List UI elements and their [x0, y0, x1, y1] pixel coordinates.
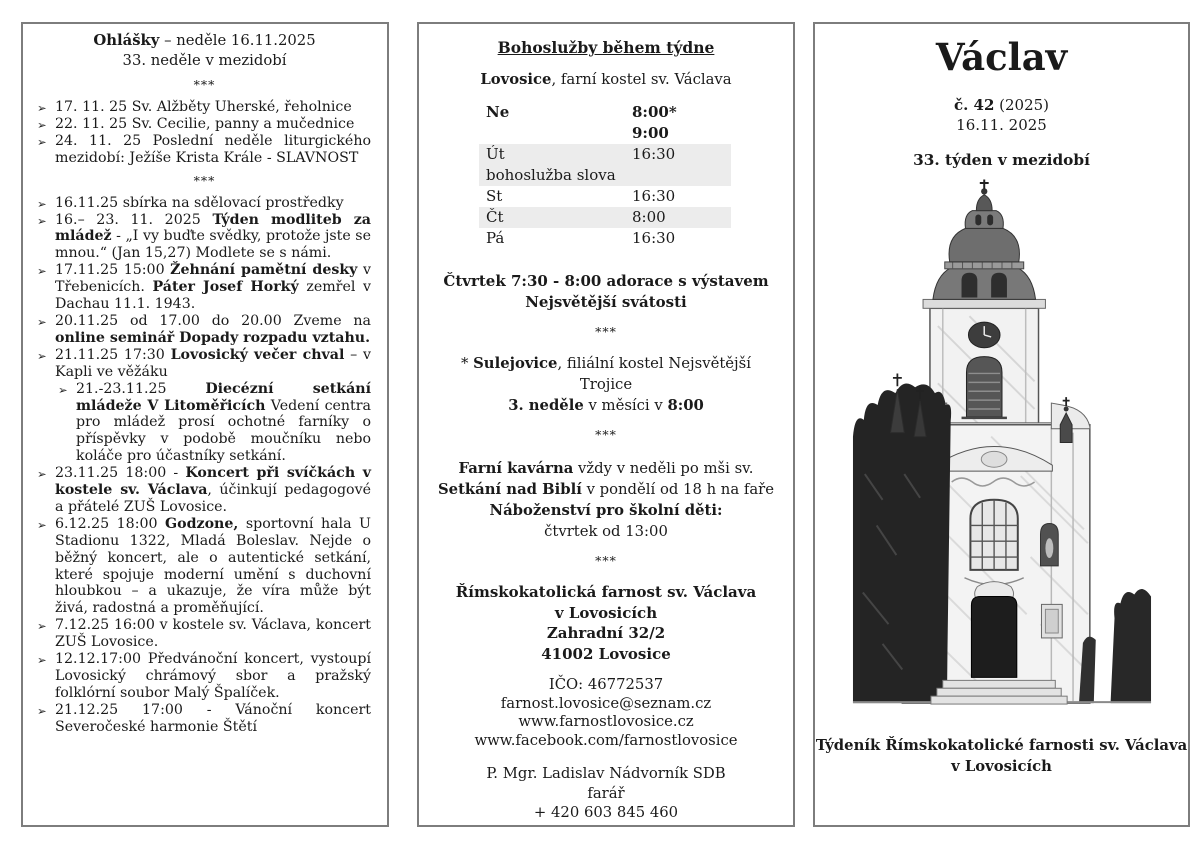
table-row [479, 123, 731, 144]
contact-line: www.farnostlovosice.cz [518, 713, 694, 730]
section-separator: *** [193, 77, 216, 92]
list-item [38, 313, 371, 347]
section-separator: *** [595, 553, 617, 568]
arrow-bullet-icon: ➢ [37, 348, 47, 363]
day-cell: St [486, 187, 503, 205]
arrow-bullet-icon: ➢ [37, 653, 47, 668]
section-separator: *** [595, 427, 617, 442]
masthead-panel [813, 22, 1190, 827]
day-note: bohoslužba slova [486, 166, 616, 184]
priest-line: + 420 603 845 460 [533, 804, 679, 821]
parish-address-block [435, 582, 777, 664]
events-list [38, 195, 371, 736]
sulejovice-note: * Sulejovice, filiální kostel Nejsvětější Trojice [461, 355, 751, 393]
services-panel [417, 22, 795, 827]
mass-schedule-table [479, 102, 731, 249]
arrow-bullet-icon: ➢ [37, 117, 47, 132]
list-item-text: 16.11.25 sbírka na sdělovací prostředky [55, 194, 344, 211]
priest-block [435, 764, 777, 823]
day-cell: Út [486, 145, 505, 163]
contact-line: farnost.lovosice@seznam.cz [500, 694, 712, 712]
bulletin-title: Václav [935, 35, 1068, 79]
list-item-text: 16.– 23. 11. 2025 Týden modliteb za mládež - „I vy buďte svědky, protože jste se mnou.“ (Jan 15,27) Modlete se s námi. [55, 211, 371, 262]
arrow-bullet-icon: ➢ [37, 264, 47, 279]
church-sketch [851, 178, 1153, 715]
address-line: 41002 Lovosice [541, 644, 671, 663]
activity-line: Setkání nad Biblí v pondělí od 18 h na faře [438, 481, 774, 498]
time-cell: 16:30 [632, 187, 676, 205]
address-line: Zahradní 32/2 [546, 624, 666, 642]
contact-line: IČO: 46772537 [548, 676, 664, 693]
activity-line: Farní kavárna vždy v neděli po mši sv. [458, 460, 754, 477]
arrow-bullet-icon: ➢ [37, 134, 47, 149]
list-item [38, 347, 371, 381]
day-cell: Ne [486, 103, 510, 121]
list-item-text: 6.12.25 18:00 Godzone, sportovní hala U Stadionu 1322, Mladá Boleslav. Nejde o běžný koncert, ale o autentické setkání, které spojuje moderní umění s duchovní hloubkou – a ukazuje, že víra může být živá, radostná a proměňující. [55, 515, 371, 617]
day-cell: Pá [486, 229, 505, 247]
activity-line: Náboženství pro školní děti: [489, 502, 723, 519]
announcements-title: Ohlášky – neděle 16.11.2025 [93, 32, 316, 49]
time-cell: 8:00 [632, 208, 666, 226]
list-item [38, 99, 371, 116]
list-item-text: 23.11.25 18:00 - Koncert při svíčkách v kostele sv. Václava, účinkují pedagogové a přátelé ZUŠ Lovosice. [55, 465, 371, 515]
services-heading: Bohoslužby během týdne [497, 38, 715, 57]
address-line: Římskokatolická farnost sv. Václava [455, 583, 757, 601]
table-row [479, 102, 731, 123]
list-item-text: 20.11.25 od 17.00 do 20.00 Zveme na online seminář Dopady rozpadu vztahu. [55, 312, 371, 346]
list-item-text: 12.12.17:00 Předvánoční koncert, vystoupí Lovosický chrámový sbor a pražský folklórní soubor Malý Špalíček. [55, 651, 371, 701]
list-item [59, 381, 371, 466]
list-item [38, 617, 371, 651]
list-item [38, 262, 371, 313]
table-row [479, 186, 731, 207]
list-item-text: 7.12.25 16:00 v kostele sv. Václava, koncert ZUŠ Lovosice. [55, 617, 371, 651]
table-row [479, 228, 731, 249]
footer-line-2: v Lovosicích [951, 758, 1052, 775]
arrow-bullet-icon: ➢ [37, 517, 47, 532]
issue-number: č. 42 (2025) [953, 96, 1050, 114]
list-item [38, 465, 371, 516]
arrow-bullet-icon: ➢ [37, 619, 47, 634]
priest-line: farář [587, 784, 625, 802]
list-item [38, 212, 371, 263]
announcements-subtitle: 33. neděle v mezidobí [122, 52, 287, 69]
list-item [38, 702, 371, 736]
issue-date: 16.11. 2025 [956, 116, 1047, 134]
list-item [38, 116, 371, 133]
day-cell: Čt [486, 208, 504, 226]
priest-line: P. Mgr. Ladislav Nádvorník SDB [486, 765, 726, 782]
arrow-bullet-icon: ➢ [37, 314, 47, 329]
table-row [479, 144, 731, 186]
time-cell: 16:30 [632, 145, 676, 163]
list-item-text: 17.11.25 15:00 Žehnání pamětní desky v Třebenicích. Páter Josef Horký zemřel v Dachau 11.1. 1943. [55, 262, 372, 313]
list-item-text: 21.-23.11.25 Diecézní setkání mládeže V Litoměřicích Vedení centra pro mládež prosí ochotné farníky o příspěvky v podobě moučníku nebo koláče pro účastníky setkání. [76, 380, 371, 465]
arrow-bullet-icon: ➢ [37, 703, 47, 718]
list-item [38, 516, 371, 617]
list-item [38, 133, 371, 167]
time-cell: 8:00* [632, 103, 677, 121]
arrow-bullet-icon: ➢ [37, 196, 47, 211]
liturgical-week: 33. týden v mezidobí [913, 151, 1090, 169]
table-row [479, 207, 731, 228]
time-cell: 9:00 [632, 124, 669, 142]
arrow-bullet-icon: ➢ [37, 101, 47, 115]
contact-line: www.facebook.com/farnostlovosice [474, 731, 738, 749]
time-cell: 16:30 [632, 229, 676, 247]
arrow-bullet-icon: ➢ [37, 213, 47, 228]
announcements-panel [21, 22, 389, 827]
saints-list [38, 99, 371, 167]
address-line: v Lovosicích [554, 603, 658, 622]
arrow-bullet-icon: ➢ [58, 382, 68, 397]
list-item [38, 651, 371, 702]
list-item-text: 24. 11. 25 Poslední neděle liturgického mezidobí: Ježíše Krista Krále - SLAVNOST [55, 132, 371, 166]
adoration-note: Čtvrtek 7:30 - 8:00 adorace s výstavem Nejsvětější svátosti [443, 272, 769, 311]
services-location: Lovosice, farní kostel sv. Václava [480, 71, 732, 88]
contact-block [435, 676, 777, 750]
list-item-text: 17. 11. 25 Sv. Alžběty Uherské, řeholnice [55, 99, 352, 115]
section-separator: *** [595, 324, 617, 339]
list-item-text: 22. 11. 25 Sv. Cecilie, panny a mučednice [55, 115, 355, 132]
section-separator: *** [193, 172, 216, 188]
footer-line-1: Týdeník Římskokatolické farnosti sv. Václava [815, 737, 1188, 754]
list-item [38, 195, 371, 212]
sulejovice-schedule: 3. neděle v měsíci v 8:00 [508, 397, 704, 414]
activity-line: čtvrtek od 13:00 [544, 523, 668, 540]
activities-block [435, 458, 777, 542]
arrow-bullet-icon: ➢ [37, 467, 47, 482]
list-item-text: 21.12.25 17:00 - Vánoční koncert Severočeské harmonie Štětí [55, 701, 371, 735]
list-item-text: 21.11.25 17:30 Lovosický večer chval – v Kapli ve věžáku [55, 346, 371, 380]
